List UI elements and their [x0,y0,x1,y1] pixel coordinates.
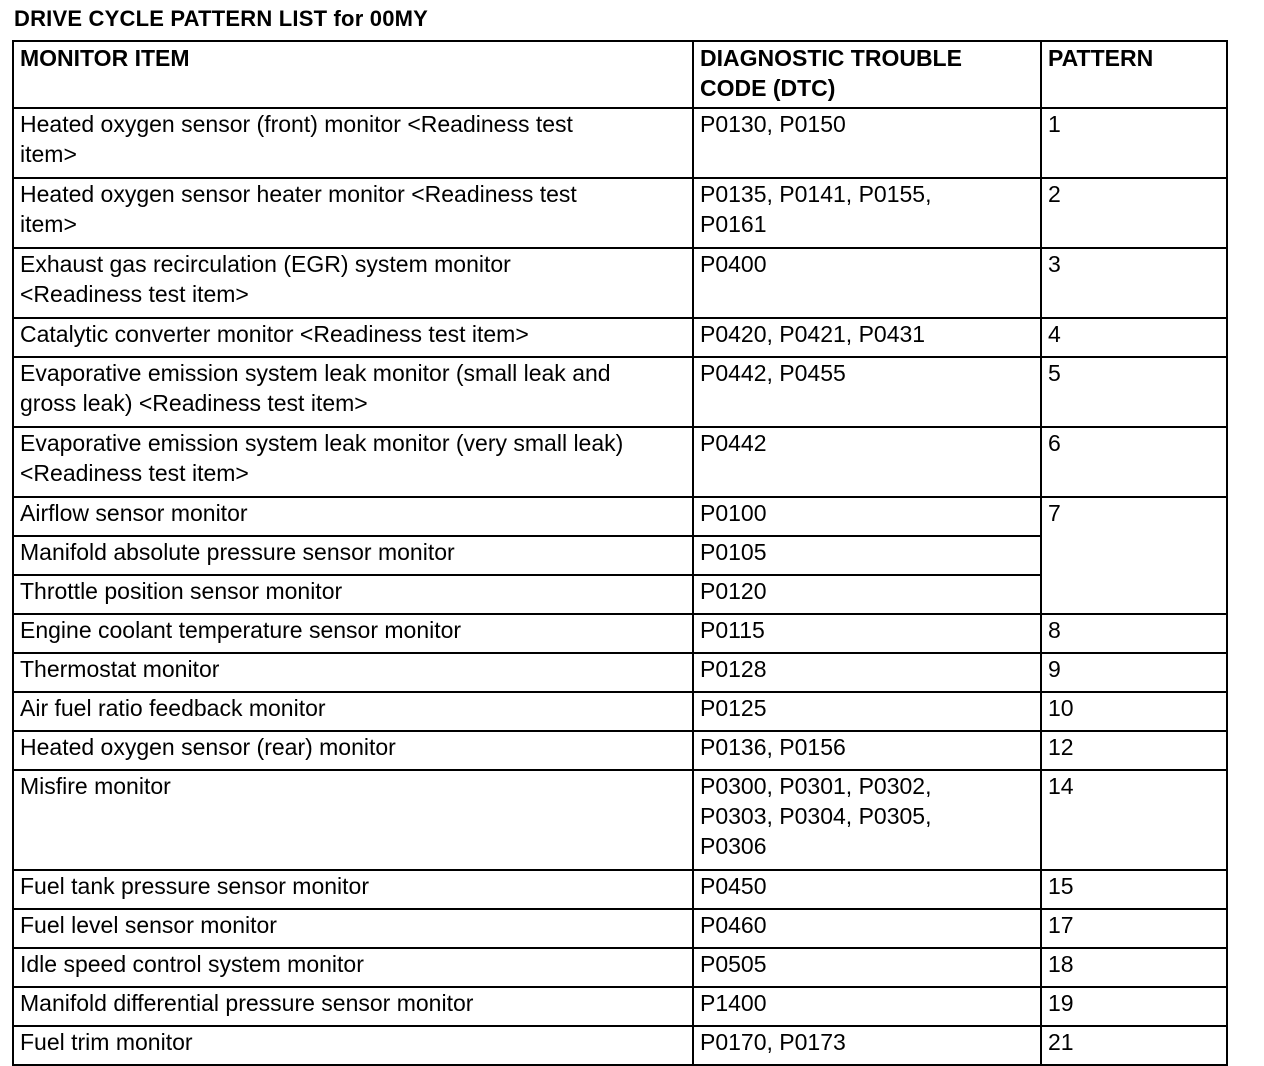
pattern-number: 18 [1048,951,1074,977]
pattern-number: 5 [1048,360,1061,386]
pattern-number: 10 [1048,695,1074,721]
table-row [13,1026,1227,1065]
monitor-item-cell [13,987,693,1026]
monitor-item-text: Throttle position sensor monitor [20,578,343,604]
monitor-item-text: Evaporative emission system leak monitor (small leak and [20,360,611,386]
pattern-cell [1041,614,1227,653]
monitor-item-cell [13,614,693,653]
monitor-item-cell [13,731,693,770]
dtc-cell [693,909,1041,948]
dtc-code-text: P0105 [700,539,767,565]
table-row [13,731,1227,770]
table-row [13,427,1227,497]
table-row [13,108,1227,178]
pattern-number: 1 [1048,111,1061,137]
monitor-item-cell [13,318,693,357]
pattern-cell [1041,108,1227,178]
dtc-cell [693,357,1041,427]
pattern-number: 12 [1048,734,1074,760]
dtc-code-text: P0100 [700,500,767,526]
pattern-cell [1041,357,1227,427]
dtc-code-text: P0128 [700,656,767,682]
monitor-item-text: Idle speed control system monitor [20,951,364,977]
dtc-code-text: P0460 [700,912,767,938]
pattern-number: 14 [1048,773,1074,799]
pattern-cell [1041,987,1227,1026]
monitor-item-cell [13,948,693,987]
monitor-item-text: <Readiness test item> [20,460,249,486]
header-monitor-item [13,41,693,108]
dtc-code-text: P0450 [700,873,767,899]
pattern-cell [1041,178,1227,248]
monitor-item-text: Manifold differential pressure sensor monitor [20,990,474,1016]
dtc-cell [693,575,1041,614]
table-row [13,614,1227,653]
table-row [13,770,1227,870]
monitor-item-text: Exhaust gas recirculation (EGR) system monitor [20,251,511,277]
pattern-cell [1041,427,1227,497]
dtc-cell [693,108,1041,178]
dtc-code-text: P0161 [700,211,767,237]
pattern-cell [1041,948,1227,987]
header-dtc-line-1: DIAGNOSTIC TROUBLE [700,45,962,71]
monitor-item-text: Engine coolant temperature sensor monitor [20,617,462,643]
pattern-number: 8 [1048,617,1061,643]
table-row [13,692,1227,731]
pattern-number: 7 [1048,500,1061,526]
dtc-cell [693,1026,1041,1065]
monitor-item-cell [13,357,693,427]
table-header-row [13,41,1227,108]
monitor-item-cell [13,497,693,536]
dtc-code-text: P0303, P0304, P0305, [700,803,932,829]
monitor-item-text: Airflow sensor monitor [20,500,248,526]
dtc-code-text: P0306 [700,833,767,859]
monitor-item-cell [13,178,693,248]
pattern-cell [1041,318,1227,357]
pattern-number: 3 [1048,251,1061,277]
dtc-code-text: P0442, P0455 [700,360,846,386]
table-row [13,318,1227,357]
monitor-item-cell [13,108,693,178]
dtc-code-text: P0300, P0301, P0302, [700,773,932,799]
dtc-code-text: P0115 [700,617,765,643]
dtc-code-text: P0170, P0173 [700,1029,846,1055]
dtc-code-text: P1400 [700,990,767,1016]
table-row [13,357,1227,427]
document-title: DRIVE CYCLE PATTERN LIST for 00MY [14,6,429,31]
table-row [13,870,1227,909]
table-row [13,653,1227,692]
drive-cycle-pattern-table [12,40,1228,1066]
header-pattern [1041,41,1227,108]
header-monitor-item-label: MONITOR ITEM [20,45,190,71]
dtc-code-text: P0420, P0421, P0431 [700,321,926,347]
table-row [13,178,1227,248]
monitor-item-text: item> [20,211,77,237]
dtc-code-text: P0400 [700,251,767,277]
dtc-cell [693,770,1041,870]
monitor-item-cell [13,653,693,692]
dtc-code-text: P0135, P0141, P0155, [700,181,932,207]
monitor-item-text: Misfire monitor [20,773,171,799]
dtc-code-text: P0442 [700,430,767,456]
monitor-item-text: Thermostat monitor [20,656,220,682]
dtc-code-text: P0136, P0156 [700,734,846,760]
table-body [13,108,1227,1065]
monitor-item-cell [13,427,693,497]
monitor-item-cell [13,575,693,614]
pattern-cell [1041,870,1227,909]
pattern-cell [1041,770,1227,870]
dtc-cell [693,614,1041,653]
monitor-item-text: item> [20,141,77,167]
monitor-item-text: Fuel tank pressure sensor monitor [20,873,369,899]
dtc-cell [693,497,1041,536]
dtc-cell [693,248,1041,318]
monitor-item-cell [13,870,693,909]
monitor-item-text: Fuel trim monitor [20,1029,193,1055]
dtc-cell [693,653,1041,692]
dtc-cell [693,427,1041,497]
header-pattern-label: PATTERN [1048,45,1154,71]
monitor-item-cell [13,692,693,731]
dtc-cell [693,318,1041,357]
pattern-number: 9 [1048,656,1061,682]
pattern-number: 19 [1048,990,1074,1016]
header-dtc [693,41,1041,108]
table-row [13,909,1227,948]
pattern-number: 4 [1048,321,1061,347]
pattern-number: 15 [1048,873,1074,899]
table-row [13,948,1227,987]
monitor-item-text: Catalytic converter monitor <Readiness test item> [20,321,529,347]
dtc-cell [693,948,1041,987]
monitor-item-text: Heated oxygen sensor (rear) monitor [20,734,396,760]
pattern-number: 2 [1048,181,1061,207]
monitor-item-text: Fuel level sensor monitor [20,912,277,938]
monitor-item-cell [13,909,693,948]
pattern-number: 6 [1048,430,1061,456]
monitor-item-cell [13,770,693,870]
table-row [13,987,1227,1026]
monitor-item-text: Heated oxygen sensor heater monitor <Readiness test [20,181,577,207]
dtc-cell [693,178,1041,248]
monitor-item-cell [13,248,693,318]
monitor-item-text: Manifold absolute pressure sensor monitor [20,539,455,565]
dtc-code-text: P0125 [700,695,767,721]
pattern-cell [1041,1026,1227,1065]
monitor-item-text: Heated oxygen sensor (front) monitor <Readiness test [20,111,573,137]
dtc-code-text: P0120 [700,578,767,604]
monitor-item-text: Evaporative emission system leak monitor (very small leak) [20,430,624,456]
pattern-number: 17 [1048,912,1074,938]
dtc-cell [693,692,1041,731]
dtc-cell [693,731,1041,770]
monitor-item-text: <Readiness test item> [20,281,249,307]
dtc-code-text: P0130, P0150 [700,111,846,137]
pattern-cell [1041,653,1227,692]
monitor-item-text: Air fuel ratio feedback monitor [20,695,326,721]
pattern-cell [1041,731,1227,770]
monitor-item-text: gross leak) <Readiness test item> [20,390,368,416]
dtc-code-text: P0505 [700,951,767,977]
monitor-item-cell [13,1026,693,1065]
pattern-number: 21 [1048,1029,1074,1055]
dtc-cell [693,536,1041,575]
table-row [13,497,1227,536]
pattern-cell [1041,497,1227,614]
pattern-cell [1041,692,1227,731]
dtc-cell [693,870,1041,909]
dtc-cell [693,987,1041,1026]
pattern-cell [1041,248,1227,318]
table-row [13,248,1227,318]
pattern-cell [1041,909,1227,948]
monitor-item-cell [13,536,693,575]
header-dtc-line-2: CODE (DTC) [700,75,836,101]
